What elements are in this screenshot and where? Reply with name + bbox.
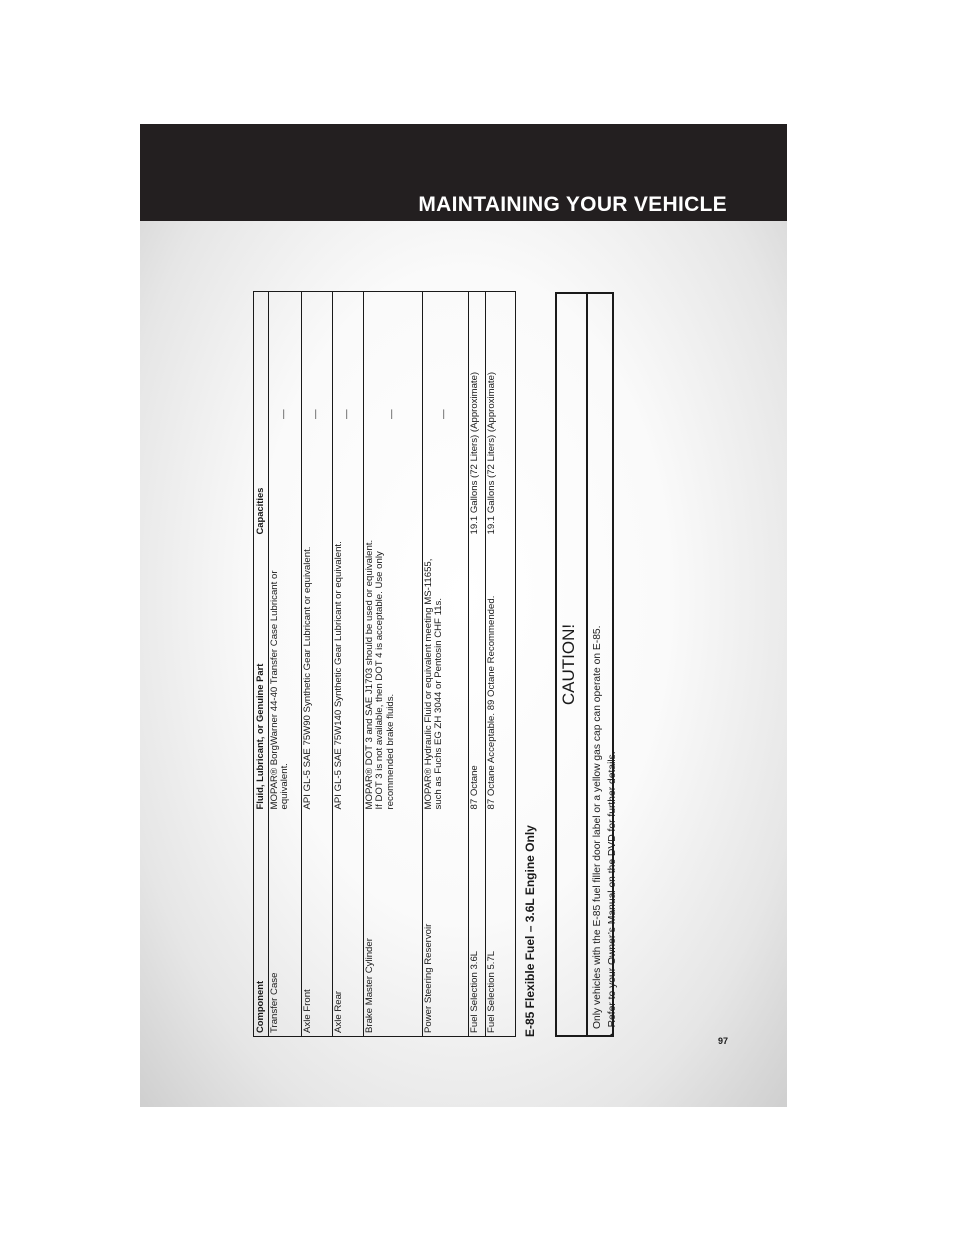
fluid-cell: 87 Octane — [468, 538, 485, 813]
column-header-fluid: Fluid, Lubricant, or Genuine Part — [254, 538, 269, 813]
component-cell: Power Steering Reservoir — [422, 813, 468, 1037]
column-header-component: Component — [254, 813, 269, 1037]
component-cell: Fuel Selection 3.6L — [468, 813, 485, 1037]
column-header-capacities: Capacities — [254, 292, 269, 538]
table-row — [332, 292, 363, 1037]
rotated-content — [253, 272, 623, 1037]
component-cell: Brake Master Cylinder — [363, 813, 422, 1037]
fluid-cell: MOPAR® Hydraulic Fluid or equivalent meeting MS-11655, such as Fuchs EG ZH 3044 or Pentosin CHF 11s. — [422, 538, 468, 813]
capacity-cell: — — [422, 292, 468, 538]
capacity-cell: 19.1 Gallons (72 Liters) (Approximate) — [485, 292, 515, 538]
section-title: MAINTAINING YOUR VEHICLE — [418, 193, 727, 216]
component-cell: Fuel Selection 5.7L — [485, 813, 515, 1037]
page-number: 97 — [718, 1036, 729, 1046]
capacity-cell: — — [301, 292, 332, 538]
fluid-cell: 87 Octane Acceptable. 89 Octane Recommended. — [485, 538, 515, 813]
caution-title: CAUTION! — [559, 623, 578, 706]
table-row — [268, 292, 301, 1037]
fluid-cell: API GL-5 SAE 75W90 Synthetic Gear Lubricant or equivalent. — [301, 538, 332, 813]
table-row — [422, 292, 468, 1037]
capacity-cell: — — [363, 292, 422, 538]
table-row — [485, 292, 515, 1037]
table-row — [468, 292, 485, 1037]
bullet-icon: • — [607, 1033, 618, 1037]
capacity-cell: — — [268, 292, 301, 538]
caution-box — [555, 292, 614, 1037]
fluid-cell: MOPAR® BorgWarner 44-40 Transfer Case Lubricant or equivalent. — [268, 538, 301, 813]
table-header-row — [254, 292, 269, 1037]
fluids-capacities-table — [253, 291, 516, 1037]
table-row — [301, 292, 332, 1037]
component-cell: Transfer Case — [268, 813, 301, 1037]
component-cell: Axle Rear — [332, 813, 363, 1037]
capacity-cell: 19.1 Gallons (72 Liters) (Approximate) — [468, 292, 485, 538]
fluid-cell: API GL-5 SAE 75W140 Synthetic Gear Lubricant or equivalent. — [332, 538, 363, 813]
table-row — [363, 292, 422, 1037]
bullet-text: Refer to your Owner’s Manual on the DVD for further details. — [607, 751, 618, 1028]
caution-text: Only vehicles with the E-85 fuel filler door label or a yellow gas cap can operate on E-85. — [592, 625, 603, 1029]
fluid-cell: MOPAR® DOT 3 and SAE J1703 should be used or equivalent. If DOT 3 is not available, then DOT 4 is acceptable. Use only recommended brake fluids. — [363, 538, 422, 813]
caution-header — [557, 294, 588, 1035]
component-cell: Axle Front — [301, 813, 332, 1037]
header-bar — [140, 124, 787, 221]
e85-section-heading: E-85 Flexible Fuel – 3.6L Engine Only — [523, 825, 537, 1037]
capacity-cell: — — [332, 292, 363, 538]
list-item — [607, 751, 618, 1037]
